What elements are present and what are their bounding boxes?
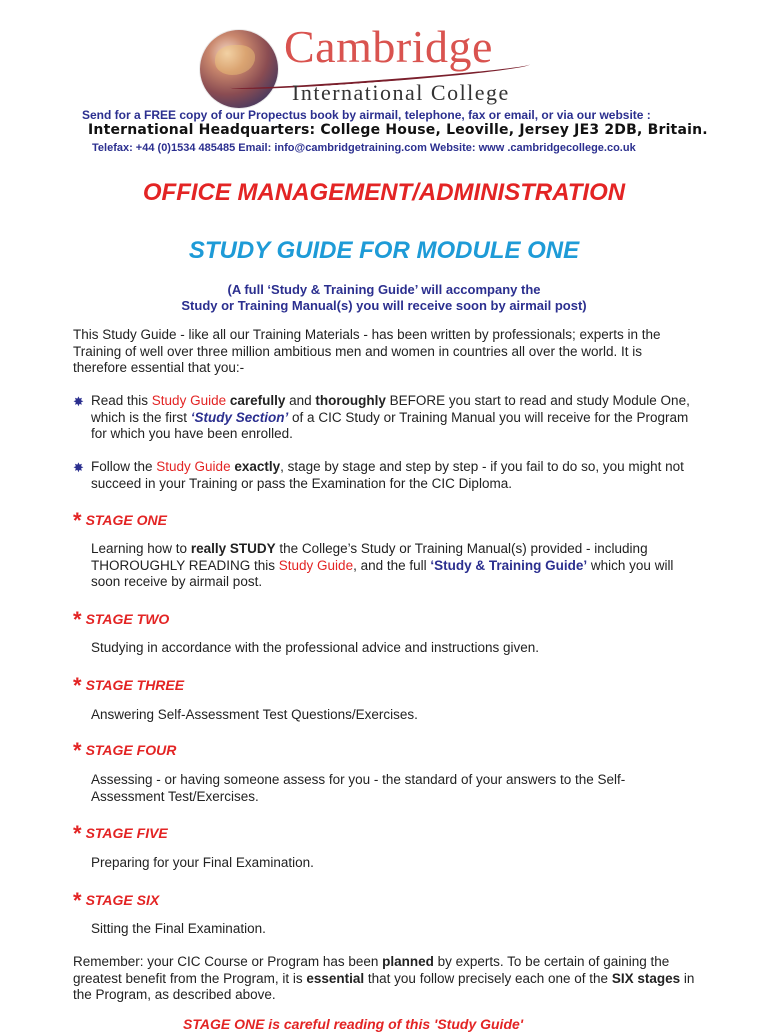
stage-heading-five: * STAGE FIVE <box>73 821 168 846</box>
intro-paragraph: This Study Guide - like all our Training Materials - has been written by professionals; experts in the Training of well over three million ambitious men and women in countries all over the world. It is therefore essential that you:- <box>73 327 661 375</box>
star-bullet-icon: ✸ <box>73 394 84 409</box>
guide-note <box>0 282 768 314</box>
bullet-item-follow <box>73 459 695 492</box>
stage-description-four: Assessing - or having someone assess for you - the standard of your answers to the Self-Assessment Test/Exercises. <box>91 772 626 804</box>
guide-note-line1: (A full ‘Study & Training Guide’ will accompany the <box>227 282 541 297</box>
stage-heading-four: * STAGE FOUR <box>73 738 177 763</box>
stage-heading-three: * STAGE THREE <box>73 673 185 698</box>
asterisk-icon: * <box>73 508 82 533</box>
bullet-item-read <box>73 393 695 443</box>
stage-description-one: Learning how to really STUDY the College’s Study or Training Manual(s) provided - including THOROUGHLY READING this Study Guide, and the full ‘Study & Training Guide’ which you will soon receive by airmail post. <box>91 541 674 589</box>
stage-description-six: Sitting the Final Examination. <box>91 921 266 936</box>
star-bullet-icon: ✸ <box>73 460 84 475</box>
contact-line: Telefax: +44 (0)1534 485485 Email: info@cambridgetraining.com Website: www .cambridgecollege.co.uk <box>92 142 636 154</box>
brand-subtitle: International College <box>292 80 510 105</box>
prospectus-line: Send for a FREE copy of our Propectus book by airmail, telephone, fax or email, or via our website : <box>82 108 651 122</box>
asterisk-icon: * <box>73 888 82 913</box>
stage-heading-one: * STAGE ONE <box>73 508 167 533</box>
document-header <box>0 0 768 160</box>
asterisk-icon: * <box>73 821 82 846</box>
headquarters-line: International Headquarters: College House, Leoville, Jersey JE3 2DB, Britain. <box>88 122 708 138</box>
stage-description-two: Studying in accordance with the professional advice and instructions given. <box>91 640 540 655</box>
bullet-text: Read this Study Guide carefully and thoroughly BEFORE you start to read and study Module One, which is the first ‘Study Section’ of a CIC Study or Training Manual you will receive for the Program for which you have been enrolled. <box>91 393 690 441</box>
stage-heading-six: * STAGE SIX <box>73 888 160 913</box>
bullet-text: Follow the Study Guide exactly, stage by stage and step by step - if you fail to do so, you might not succeed in your Training or pass the Examination for the CIC Diploma. <box>91 459 684 491</box>
asterisk-icon: * <box>73 673 82 698</box>
stage-heading-two: * STAGE TWO <box>73 607 170 632</box>
stage-description-three: Answering Self-Assessment Test Questions/Exercises. <box>91 707 418 722</box>
asterisk-icon: * <box>73 738 82 763</box>
asterisk-icon: * <box>73 607 82 632</box>
remember-paragraph: Remember: your CIC Course or Program has been planned by experts. To be certain of gaining the greatest benefit from the Program, it is essential that you follow precisely each one of the SIX stages in the Program, as described above. <box>73 954 695 1002</box>
brand-name: Cambridge <box>284 21 493 72</box>
stage-description-five: Preparing for your Final Examination. <box>91 855 314 870</box>
cutoff-footer-line: STAGE ONE is careful reading of this 'Study Guide' <box>183 1016 524 1032</box>
page-subtitle: STUDY GUIDE FOR MODULE ONE <box>188 237 580 264</box>
page-title: OFFICE MANAGEMENT/ADMINISTRATION <box>142 179 626 206</box>
guide-note-line2: Study or Training Manual(s) you will receive soon by airmail post) <box>181 298 587 313</box>
